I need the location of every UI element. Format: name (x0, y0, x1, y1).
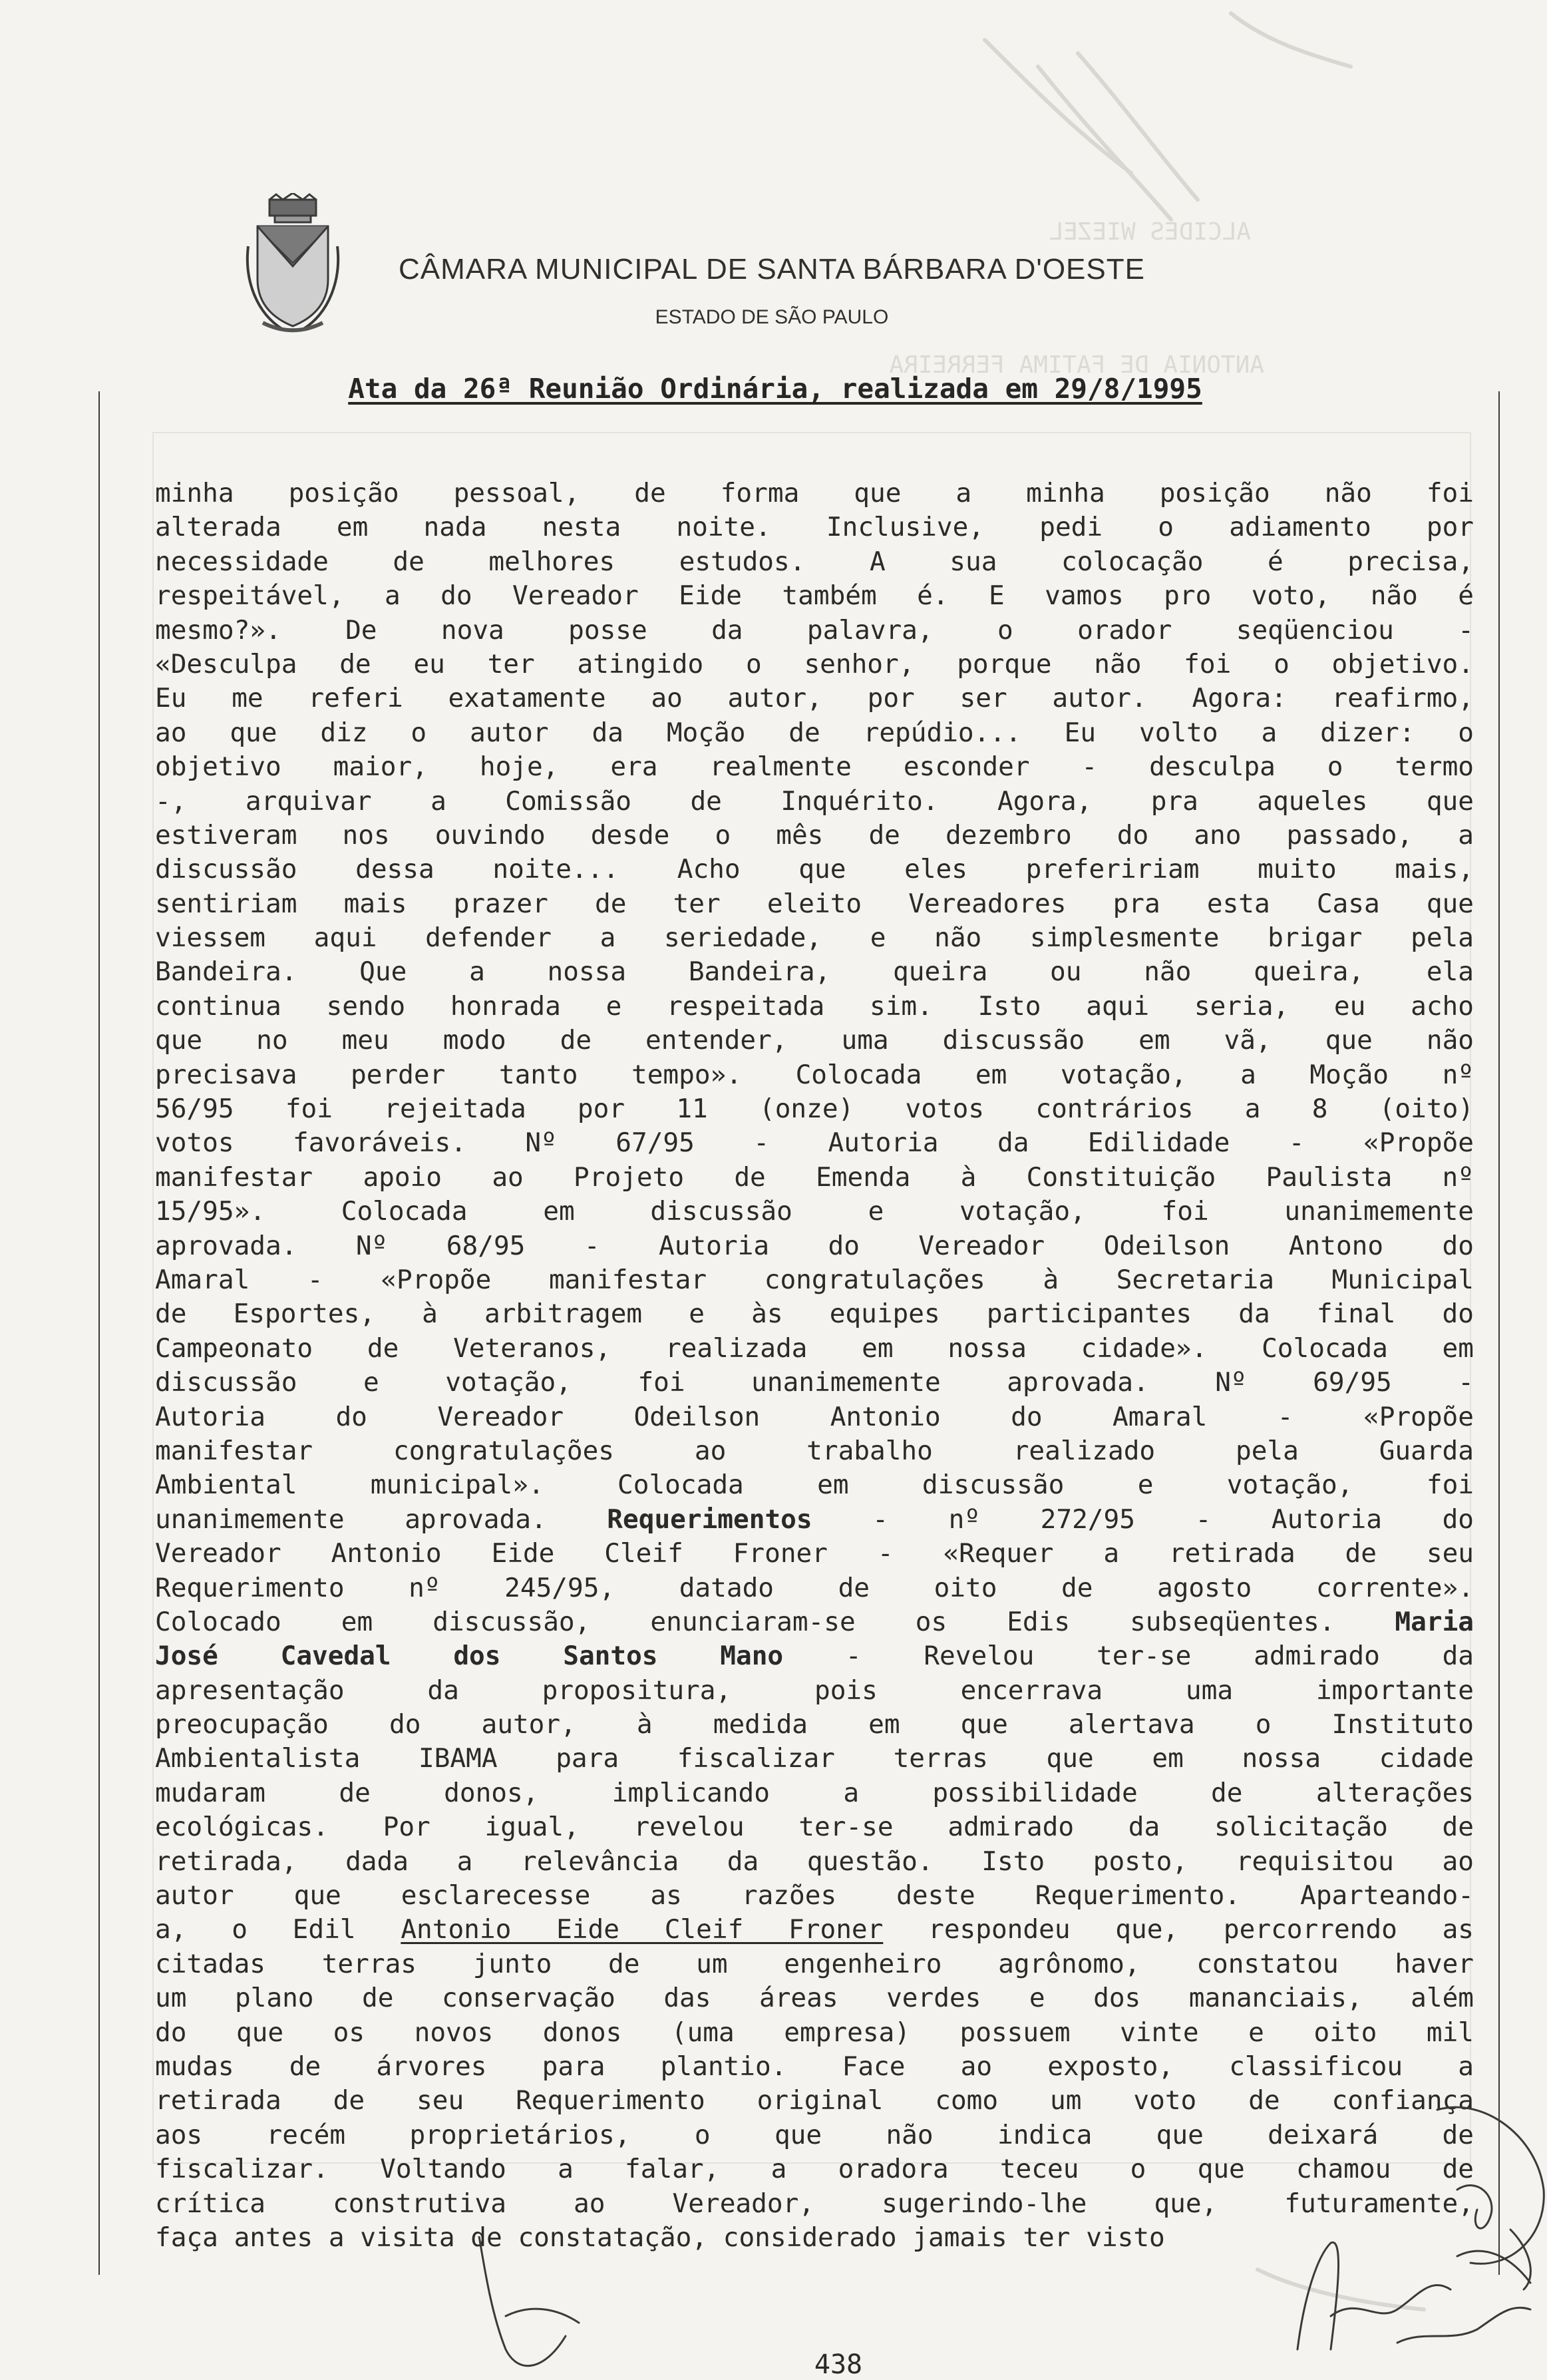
text-line: viessem aqui defender a seriedade, e não simplesmente brigar pela (155, 922, 1474, 954)
left-margin-rule (98, 391, 100, 2275)
text-line: retirada, dada a relevância da questão. Isto posto, requisitou ao (155, 1846, 1474, 1877)
page-number: 438 (814, 2349, 863, 2380)
speaker-name: José Cavedal dos Santos Mano (155, 1641, 784, 1672)
right-margin-rule (1498, 391, 1500, 2275)
text-line: mudaram de donos, implicando a possibilidade de alterações (155, 1777, 1474, 1808)
text-line: faça antes a visita de constatação, considerado jamais ter visto (155, 2222, 1165, 2253)
minutes-body (155, 477, 1474, 2255)
state-name: ESTADO DE SÃO PAULO (655, 306, 889, 328)
text-line: objetivo maior, hoje, era realmente esconder - desculpa o termo (155, 751, 1474, 783)
text-line: do que os novos donos (uma empresa) possuem vinte e oito mil (155, 2017, 1474, 2048)
text-line: citadas terras junto de um engenheiro agrônomo, constatou haver (155, 1948, 1474, 1979)
text-fragment: respondeu que, percorrendo as (928, 1914, 1474, 1945)
text-line: Ambiental municipal». Colocada em discussão e votação, foi (155, 1470, 1474, 1501)
section-heading-requerimentos: Requerimentos (607, 1503, 812, 1535)
text-line: crítica construtiva ao Vereador, sugerindo-lhe que, futuramente, (155, 2188, 1474, 2219)
institution-name: CÂMARA MUNICIPAL DE SANTA BÁRBARA D'OESTE (399, 253, 1145, 286)
text-line: minha posição pessoal, de forma que a minha posição não foi (155, 478, 1474, 508)
text-line: autor que esclarecesse as razões deste Requerimento. Aparteando- (155, 1880, 1474, 1911)
text-line: Bandeira. Que a nossa Bandeira, queira ou não queira, ela (155, 956, 1474, 988)
text-line: Campeonato de Veteranos, realizada em nossa cidade». Colocada em (155, 1332, 1474, 1364)
text-line: apresentação da propositura, pois encerrava uma importante (155, 1675, 1474, 1706)
text-line: precisava perder tanto tempo». Colocada em votação, a Moção nº (155, 1059, 1474, 1090)
text-fragment: - Revelou ter-se admirado da (845, 1641, 1474, 1672)
text-line: Vereador Antonio Eide Cleif Froner - «Requer a retirada de seu (155, 1538, 1474, 1569)
text-line: «Desculpa de eu ter atingido o senhor, porque não foi o objetivo. (155, 648, 1474, 680)
text-line: de Esportes, à arbitragem e às equipes participantes da final do (155, 1298, 1474, 1330)
text-line: fiscalizar. Voltando a falar, a oradora teceu o que chamou de (155, 2154, 1474, 2185)
text-fragment: - nº 272/95 - Autoria do (872, 1503, 1474, 1535)
text-line: ao que diz o autor da Moção de repúdio... Eu volto a dizer: o (155, 717, 1474, 748)
text-line: discussão e votação, foi unanimemente aprovada. Nº 69/95 - (155, 1367, 1474, 1398)
signature-icon (466, 2236, 586, 2379)
text-line: Colocado em discussão, enunciaram-se os Edis subseqüentes. Maria (155, 1606, 1474, 1637)
text-line: alterada em nada nesta noite. Inclusive, pedi o adiamento por (155, 512, 1474, 543)
text-line: estiveram nos ouvindo desde o mês de dezembro do ano passado, a (155, 819, 1474, 851)
text-line: discussão dessa noite... Acho que eles prefeririam muito mais, (155, 854, 1474, 885)
text-fragment: unanimemente aprovada. (155, 1503, 547, 1535)
text-line: Requerimento nº 245/95, datado de oito de agosto corrente». (155, 1572, 1474, 1603)
text-line: ecológicas. Por igual, revelou ter-se admirado da solicitação de (155, 1812, 1474, 1843)
text-line: retirada de seu Requerimento original como um voto de confiança (155, 2085, 1474, 2116)
text-line: sentiriam mais prazer de ter eleito Vereadores pra esta Casa que (155, 888, 1474, 919)
text-line-requerimentos (155, 1503, 1474, 1537)
text-line: 15/95». Colocada em discussão e votação, foi unanimemente (155, 1196, 1474, 1227)
text-line: aprovada. Nº 68/95 - Autoria do Vereador Odeilson Antono do (155, 1230, 1474, 1261)
text-line: necessidade de melhores estudos. A sua colocação é precisa, (155, 546, 1474, 577)
text-line: aos recém proprietários, o que não indica que deixará de (155, 2119, 1474, 2150)
text-line: Amaral - «Propõe manifestar congratulações à Secretaria Municipal (155, 1264, 1474, 1295)
text-line: um plano de conservação das áreas verdes e dos mananciais, além (155, 1983, 1474, 2014)
text-line: 56/95 foi rejeitada por 11 (onze) votos contrários a 8 (oito) (155, 1093, 1474, 1125)
councillor-name: Antonio Eide Cleif Froner (401, 1914, 884, 1945)
text-line: respeitável, a do Vereador Eide também é. E vamos pro voto, não é (155, 580, 1474, 612)
svg-text:ALCIDES WIEZEL: ALCIDES WIEZEL (1049, 218, 1251, 246)
text-line: que no meu modo de entender, uma discussão em vã, que não (155, 1025, 1474, 1056)
text-line: continua sendo honrada e respeitada sim. Isto aqui seria, eu acho (155, 990, 1474, 1022)
text-line: manifestar congratulações ao trabalho realizado pela Guarda (155, 1435, 1474, 1466)
minutes-title: Ata da 26ª Reunião Ordinária, realizada em 29/8/1995 (348, 373, 1202, 405)
text-line: Ambientalista IBAMA para fiscalizar terras que em nossa cidade (155, 1743, 1474, 1774)
svg-text:ANTONIA DE FATIMA FERREIRA: ANTONIA DE FATIMA FERREIRA (889, 351, 1264, 379)
text-line: Eu me referi exatamente ao autor, por ser autor. Agora: reafirmo, (155, 683, 1474, 714)
text-line: mesmo?». De nova posse da palavra, o orador seqüenciou - (155, 614, 1474, 646)
text-line: manifestar apoio ao Projeto de Emenda à Constituição Paulista nº (155, 1161, 1474, 1193)
text-line: mudas de árvores para plantio. Face ao exposto, classificou a (155, 2051, 1474, 2082)
text-line: votos favoráveis. Nº 67/95 - Autoria da Edilidade - «Propõe (155, 1127, 1474, 1159)
text-line: Autoria do Vereador Odeilson Antonio do Amaral - «Propõe (155, 1401, 1474, 1432)
text-line: preocupação do autor, à medida em que alertava o Instituto (155, 1709, 1474, 1740)
municipal-seal-icon (243, 193, 343, 336)
text-fragment: a, o Edil (155, 1914, 356, 1945)
text-line-speaker-name (155, 1639, 1474, 1673)
text-line: -, arquivar a Comissão de Inquérito. Agora, pra aqueles que (155, 785, 1474, 817)
text-line-aparte (155, 1913, 1474, 1947)
speaker-name-first: Maria (1395, 1606, 1474, 1637)
